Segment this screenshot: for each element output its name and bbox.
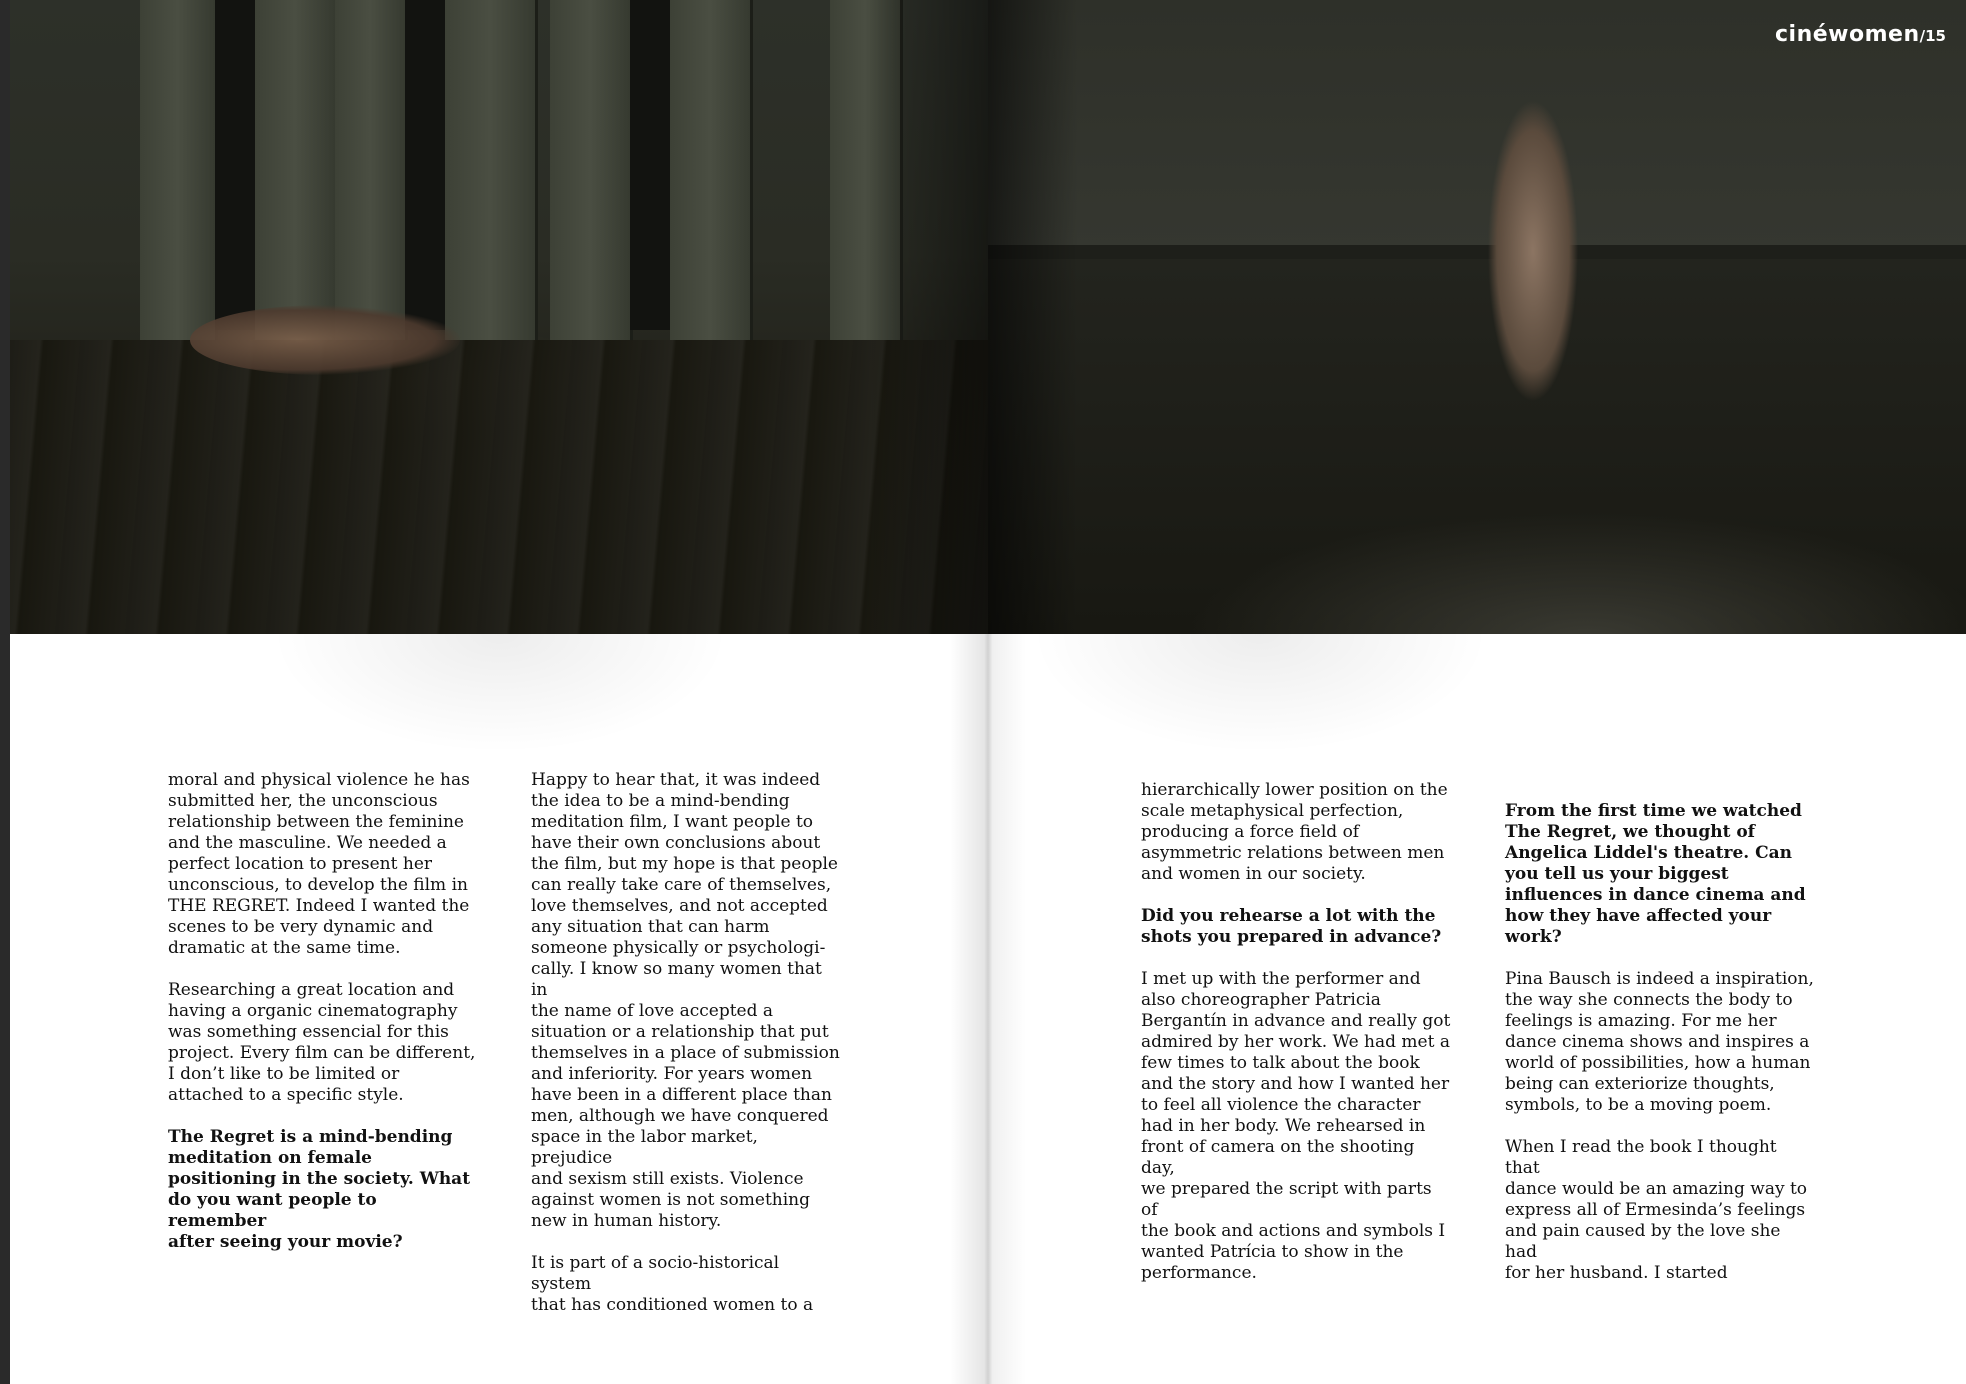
interview-question: Did you rehearse a lot with the shots you prepared in advance? (1141, 906, 1442, 947)
page-number: /15 (1919, 27, 1946, 45)
paragraph: hierarchically lower position on the scale metaphysical perfection, producing a force field of asymmetric relations between men and women in our society. (1141, 780, 1448, 884)
lying-figure (190, 305, 460, 375)
magazine-logo (1775, 22, 1946, 47)
magazine-spread (10, 0, 1966, 1384)
paragraph: I met up with the performer and also choreographer Patricia Bergantín in advance and really got admired by her work. We had met a few times to talk about the book and the story and how I wanted her to feel all violence the character had in her body. We rehearsed in front of camera on the shooting day, we prepared the script with parts of the book and actions and symbols I wanted Patrícia to show in the performance. (1141, 969, 1451, 1283)
interview-question: From the first time we watched The Regret, we thought of Angelica Liddel's theatre. Can you tell us your biggest influences in dance cinema and how they have affected your work? (1505, 801, 1806, 947)
text-column-4 (1505, 801, 1815, 1305)
paragraph: It is part of a socio-historical system that has conditioned women to a (531, 1253, 814, 1315)
page-fold (950, 634, 1026, 1384)
brand-name: cinéwomen (1775, 22, 1920, 47)
seated-figure (1458, 20, 1608, 440)
paragraph: moral and physical violence he has submitted her, the unconscious relationship between the feminine and the masculine. We needed a perfect location to present her unconscious, to develop the film in THE REGRET. Indeed I wanted the scenes to be very dynamic and dramatic at the same time. (168, 770, 470, 958)
text-column-3 (1141, 780, 1451, 1305)
paragraph: When I read the book I thought that dance would be an amazing way to express all of Ermesinda’s feelings and pain caused by the love she had for her husband. I started (1505, 1137, 1808, 1283)
text-column-1 (168, 770, 478, 1274)
paragraph: Researching a great location and having a organic cinematography was something essencial for this project. Every film can be different, I don’t like to be limited or attached to a specific style. (168, 980, 476, 1105)
paragraph: Pina Bausch is indeed a inspiration, the way she connects the body to feelings is amazing. For me her dance cinema shows and inspires a world of possibilities, how a human being can exteriorize thoughts, symbols, to be a moving poem. (1505, 969, 1814, 1115)
film-still-left (10, 0, 988, 634)
interview-question: The Regret is a mind-bending meditation on female positioning in the society. What do you want people to remember after seeing your movie? (168, 1127, 471, 1252)
text-column-2 (531, 770, 841, 1337)
paragraph: Happy to hear that, it was indeed the idea to be a mind-bending meditation film, I want people to have their own conclusions about the film, but my hope is that people can really take care of themselves, love themselves, and not accepted any situation that can harm someone physically or psychologi- cally. I know so many women that in the name of love accepted a situation or a relationship that put themselves in a place of submission and inferiority. For years women have been in a different place than men, although we have conquered space in the labor market, prejudice and sexism still exists. Violence against women is not something new in human history. (531, 770, 840, 1231)
film-still-right (988, 0, 1966, 634)
